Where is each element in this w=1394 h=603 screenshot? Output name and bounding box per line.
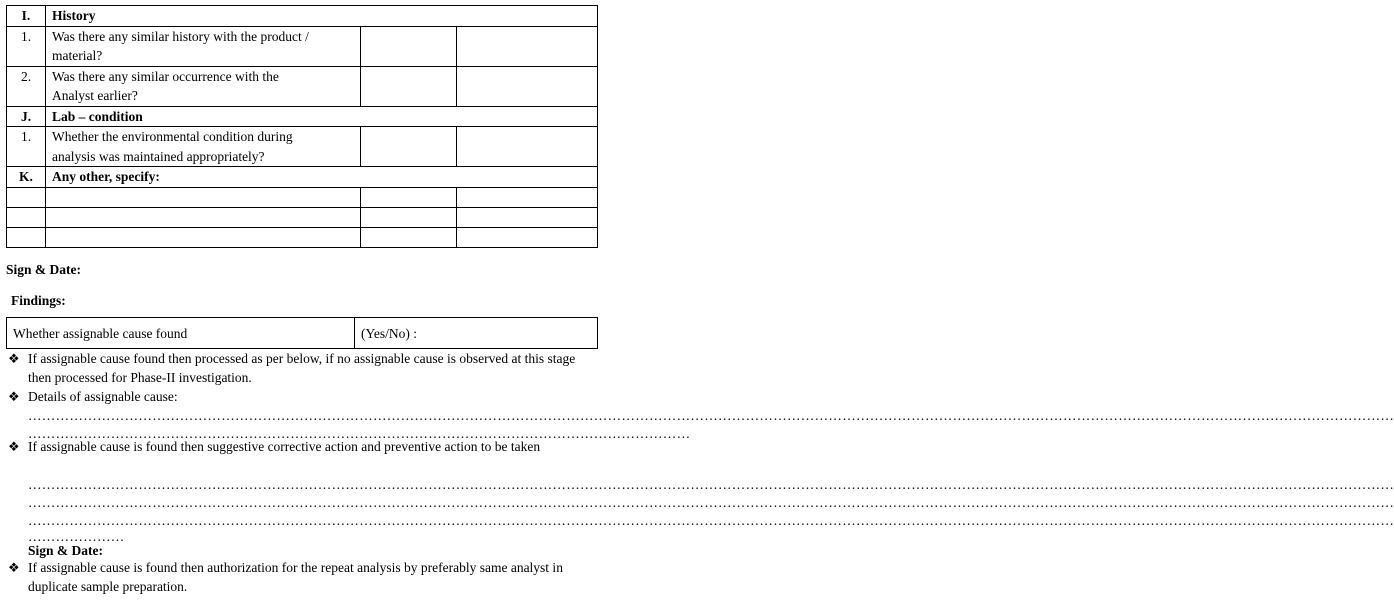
answer-cell[interactable] — [361, 66, 457, 106]
blank-cell[interactable] — [7, 187, 46, 207]
section-row-any-other — [7, 167, 598, 188]
question-number: 2. — [7, 66, 46, 106]
assignable-cause-row — [7, 318, 598, 349]
question-row — [7, 66, 598, 106]
blank-cell[interactable] — [7, 227, 46, 247]
answer-cell[interactable] — [361, 26, 457, 66]
sign-date-label: Sign & Date: — [28, 543, 103, 558]
blank-cell[interactable] — [46, 227, 361, 247]
remarks-cell[interactable] — [457, 66, 598, 106]
question-row — [7, 26, 598, 66]
blank-cell[interactable] — [457, 227, 598, 247]
diamond-bullet-icon: ❖ — [8, 351, 20, 366]
question-text: Was there any similar history with the product / material? — [46, 26, 361, 66]
remarks-cell[interactable] — [457, 127, 598, 167]
section-row-lab-condition — [7, 106, 598, 127]
blank-cell[interactable] — [46, 207, 361, 227]
checklist-table — [6, 5, 598, 248]
bullet-text: Details of assignable cause: — [28, 389, 178, 404]
answer-cell[interactable] — [361, 127, 457, 167]
section-number: I. — [7, 6, 46, 27]
blank-row — [7, 187, 598, 207]
section-title: History — [46, 6, 598, 27]
blank-cell[interactable] — [361, 207, 457, 227]
bullet-text: If assignable cause is found then suggestive corrective action and preventive action to be taken — [28, 439, 541, 454]
blank-cell[interactable] — [46, 187, 361, 207]
sign-date-label: Sign & Date: — [6, 262, 81, 277]
blank-cell[interactable] — [361, 227, 457, 247]
remarks-cell[interactable] — [457, 26, 598, 66]
question-text: Was there any similar occurrence with the Analyst earlier? — [46, 66, 361, 106]
fill-in-line[interactable]: ……………………………………………………………………………………………………………………………………………………………………………………………………………………………………………………………………… — [28, 408, 1394, 423]
question-text: Whether the environmental condition during analysis was maintained appropriately? — [46, 127, 361, 167]
diamond-bullet-icon: ❖ — [8, 439, 20, 454]
blank-cell[interactable] — [457, 207, 598, 227]
section-title: Any other, specify: — [46, 167, 598, 188]
fill-in-line[interactable]: ………………… — [28, 529, 125, 544]
assignable-cause-table — [6, 317, 598, 349]
blank-cell[interactable] — [7, 207, 46, 227]
blank-cell[interactable] — [361, 187, 457, 207]
fill-in-line[interactable]: ……………………………………………………………………………………………………………………………… — [28, 426, 691, 441]
diamond-bullet-icon: ❖ — [8, 389, 20, 404]
question-number: 1. — [7, 127, 46, 167]
diamond-bullet-icon: ❖ — [8, 560, 20, 575]
fill-in-line[interactable]: ……………………………………………………………………………………………………………………………………………………………………………………………………………………………………………………………………… — [28, 495, 1394, 510]
blank-row — [7, 207, 598, 227]
assignable-cause-question: Whether assignable cause found — [7, 318, 355, 349]
blank-cell[interactable] — [457, 187, 598, 207]
assignable-cause-answer[interactable]: (Yes/No) : — [355, 318, 598, 349]
section-row-history — [7, 6, 598, 27]
question-row — [7, 127, 598, 167]
bullet-text: If assignable cause found then processed as per below, if no assignable cause is observed at this stage then processed for Phase-II investigation. — [28, 351, 576, 385]
fill-in-line[interactable]: ……………………………………………………………………………………………………………………………………………………………………………………………………………………………………………………………………… — [28, 477, 1394, 492]
fill-in-line[interactable]: ……………………………………………………………………………………………………………………………………………………………………………………………………………………………………………………………………… — [28, 513, 1394, 528]
bullet-text: If assignable cause is found then authorization for the repeat analysis by preferably same analyst in duplicate sample preparation. — [28, 560, 563, 594]
section-title: Lab – condition — [46, 106, 598, 127]
question-number: 1. — [7, 26, 46, 66]
section-number: J. — [7, 106, 46, 127]
blank-row — [7, 227, 598, 247]
section-number: K. — [7, 167, 46, 188]
findings-heading: Findings: — [11, 293, 66, 308]
